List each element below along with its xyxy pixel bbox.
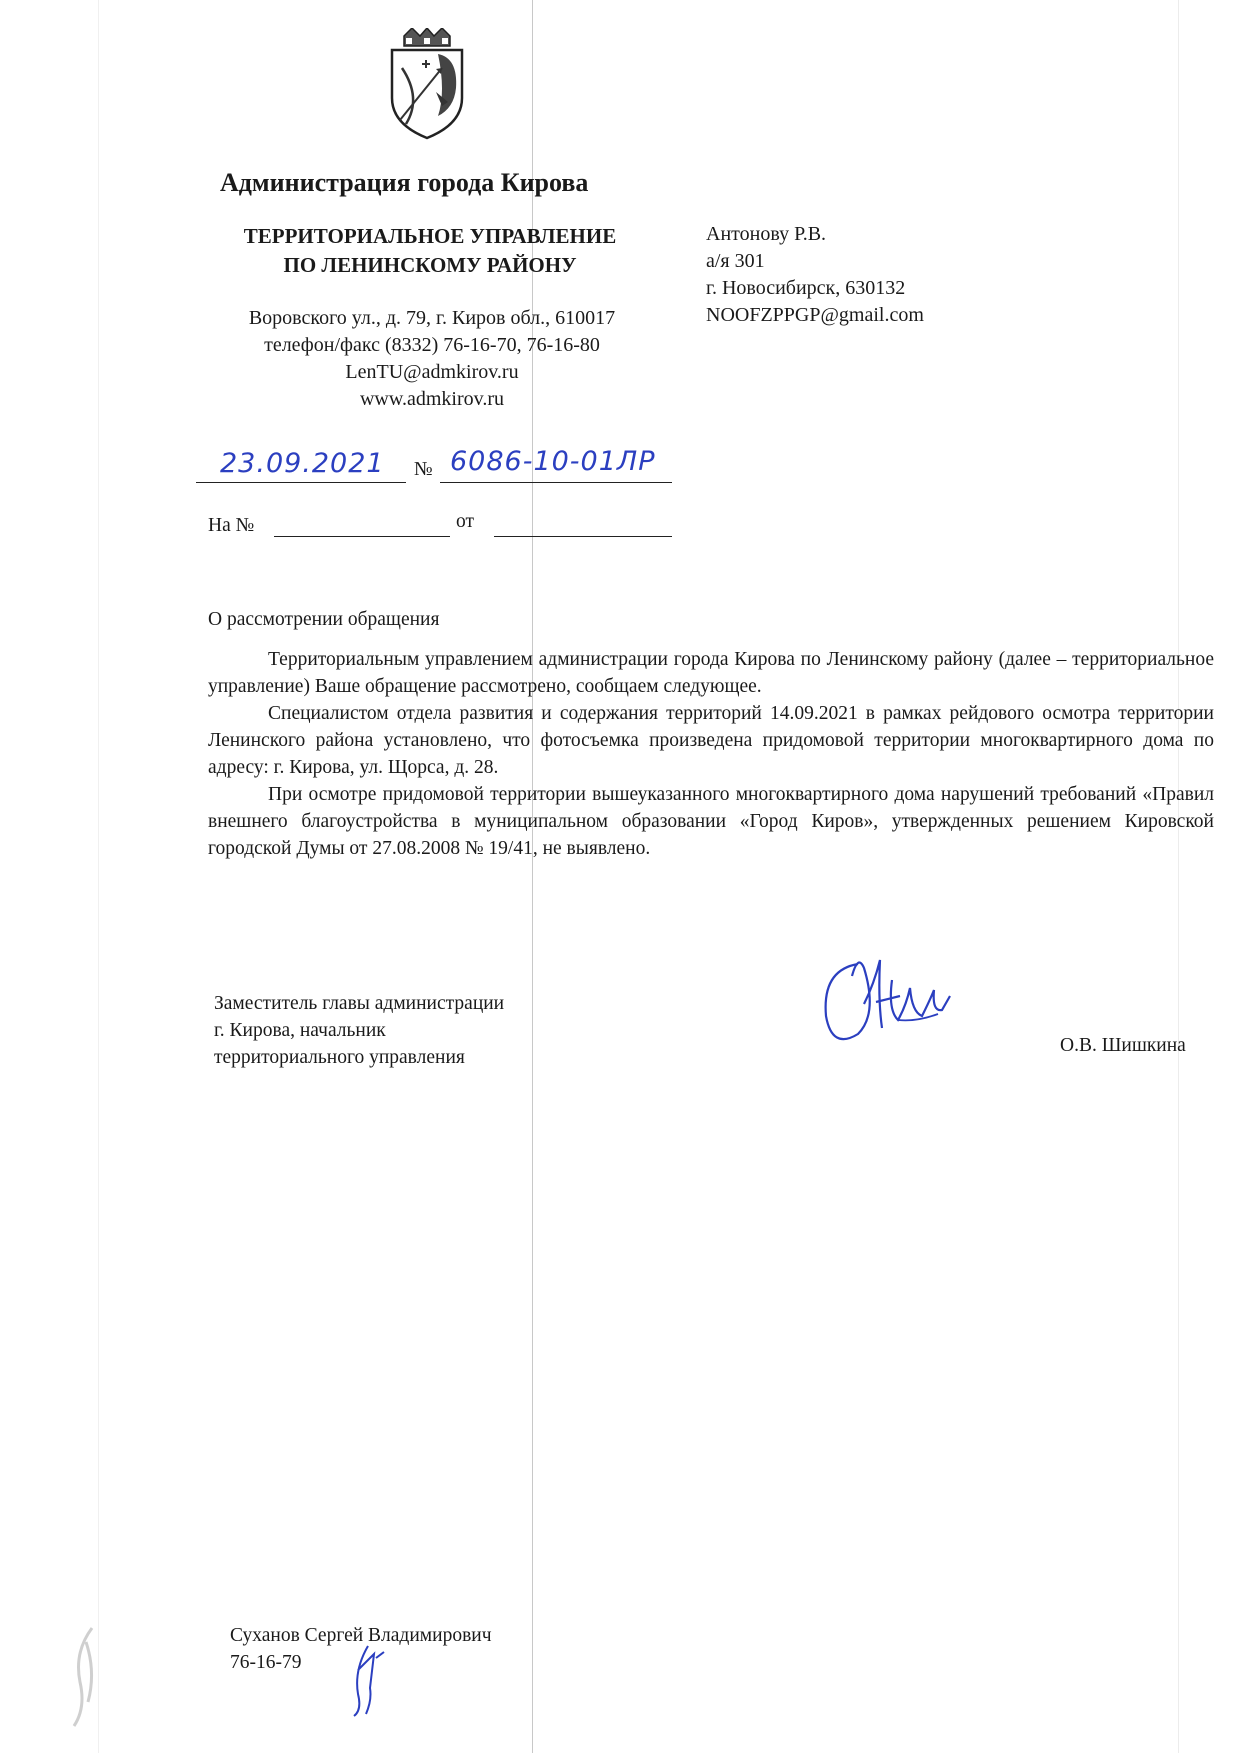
number-underline bbox=[440, 482, 672, 483]
department-name bbox=[190, 222, 670, 280]
registration-number-label: № bbox=[414, 459, 433, 480]
signer-position-line-1: Заместитель главы администрации bbox=[214, 993, 505, 1014]
executor-phone: 76-16-79 bbox=[230, 1652, 302, 1673]
letter-subject: О рассмотрении обращения bbox=[208, 609, 440, 630]
body-paragraph: При осмотре придомовой территории вышеуказанного многоквартирного дома нарушений требований «Правил внешнего благоустройства в муниципальном образовании «Город Киров», утвержденных решением Кировской городской Думы от 27.08.2008 № 19/41, не выявлено. bbox=[208, 784, 1214, 859]
scan-fold-line bbox=[1178, 0, 1179, 1753]
signer-position bbox=[214, 990, 504, 1071]
reference-date-underline bbox=[494, 536, 672, 537]
margin-stamp-mark bbox=[66, 1622, 106, 1732]
department-line-2: ПО ЛЕНИНСКОМУ РАЙОНУ bbox=[283, 253, 577, 277]
organization-name: Администрация города Кирова bbox=[220, 168, 589, 197]
handwritten-signature-icon bbox=[818, 950, 968, 1060]
signer-position-line-2: г. Кирова, начальник bbox=[214, 1020, 386, 1041]
recipient-name: Антонову Р.В. bbox=[706, 223, 827, 245]
reference-number-label: На № bbox=[208, 515, 255, 536]
registration-number: 6086-10-01ЛР bbox=[450, 446, 656, 477]
reference-from-label: от bbox=[456, 511, 475, 532]
recipient-city: г. Новосибирск, 630132 bbox=[706, 277, 906, 299]
sender-contacts bbox=[188, 305, 676, 413]
recipient-block bbox=[706, 221, 924, 329]
sender-website: www.admkirov.ru bbox=[359, 388, 505, 410]
body-paragraph: Специалистом отдела развития и содержания территорий 14.09.2021 в рамках рейдового осмотра территории Ленинского района установлено, что фотосъемка произведена придомовой территории многоквартирного дома по адресу: г. Кирова, ул. Щорса, д. 28. bbox=[208, 703, 1214, 778]
registration-date: 23.09.2021 bbox=[220, 448, 385, 479]
sender-phone: телефон/факс (8332) 76-16-70, 76-16-80 bbox=[264, 334, 600, 356]
date-underline bbox=[196, 482, 406, 483]
executor-name: Суханов Сергей Владимирович bbox=[230, 1625, 492, 1646]
department-line-1: ТЕРРИТОРИАЛЬНОЕ УПРАВЛЕНИЕ bbox=[243, 224, 617, 248]
recipient-email: NOOFZPPGP@gmail.com bbox=[706, 304, 924, 326]
sender-email: LenTU@admkirov.ru bbox=[345, 361, 519, 383]
scan-fold-line bbox=[98, 0, 99, 1753]
letter-body bbox=[208, 646, 1214, 862]
reference-number-underline bbox=[274, 536, 450, 537]
kirov-coat-of-arms-icon bbox=[386, 28, 468, 140]
signer-position-line-3: территориального управления bbox=[214, 1047, 465, 1068]
signer-name: О.В. Шишкина bbox=[1060, 1035, 1186, 1056]
handwritten-initials-icon bbox=[344, 1640, 394, 1720]
body-paragraph: Территориальным управлением администрации города Кирова по Ленинскому району (далее – территориальное управление) Ваше обращение рассмотрено, сообщаем следующее. bbox=[208, 649, 1214, 697]
sender-address: Воровского ул., д. 79, г. Киров обл., 610017 bbox=[248, 307, 616, 329]
recipient-po-box: а/я 301 bbox=[706, 250, 765, 272]
